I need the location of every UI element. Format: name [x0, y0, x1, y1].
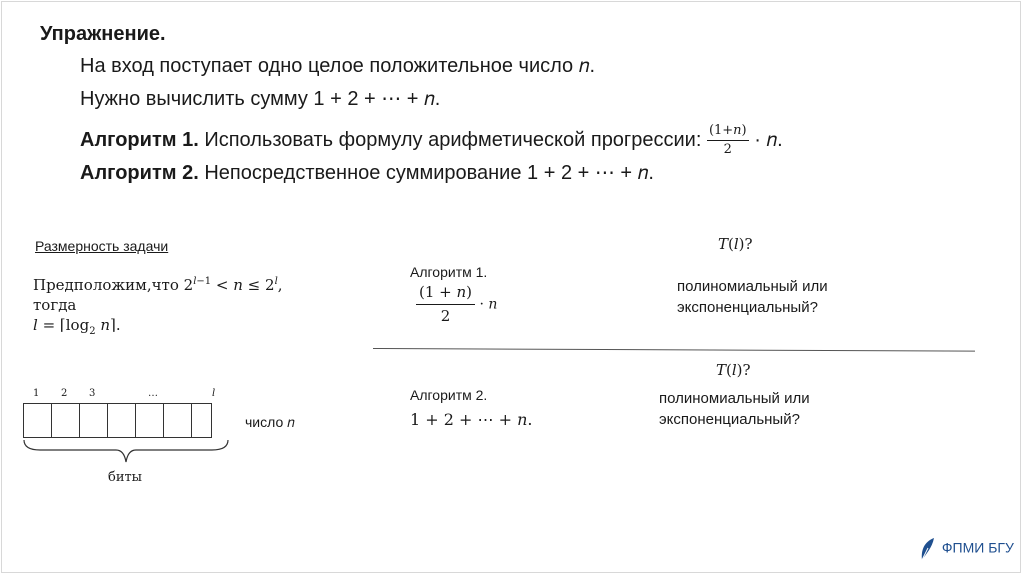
bit-cell [164, 404, 192, 437]
growth-question-2-line-1: полиномиальный или [659, 390, 810, 407]
fraction-denominator: 2 [440, 307, 451, 325]
bit-cell [80, 404, 108, 437]
bit-cell [24, 404, 52, 437]
algorithm-1-fraction [707, 124, 749, 157]
assumption-block [33, 272, 363, 342]
problem-size-heading: Размерность задачи [35, 238, 169, 254]
right-algorithm-2-formula: 1 + 2 + ⋯ + 𝑛. [410, 410, 533, 429]
bit-index-1: 1 [33, 388, 40, 399]
bit-cell [192, 404, 211, 437]
bits-label: биты [108, 470, 143, 485]
bit-cell [136, 404, 164, 437]
algorithm-1-label: Алгоритм 1. [80, 128, 199, 151]
algorithm-2-label: Алгоритм 2. [80, 162, 199, 184]
assumption-line-3: 𝑙 = $⌈\log_2$ 𝑛⌉. [33, 316, 121, 337]
growth-question-1-line-1: полиномиальный или [677, 278, 828, 295]
bit-index-2: 2 [61, 388, 68, 399]
right-algorithm-1-formula [416, 284, 497, 325]
growth-question-2-line-2: экспоненциальный? [659, 411, 800, 428]
complexity-question-1: 𝑇(𝑙)? [718, 235, 753, 253]
exercise-title: Упражнение. [40, 23, 166, 45]
bit-cells [23, 403, 212, 438]
algorithm-2-text: Непосредственное суммирование 1 + 2 + ⋯ + 𝑛. [204, 162, 654, 184]
right-algorithm-2-label: Алгоритм 2. [410, 387, 488, 403]
logo-text: ФПМИ БГУ [941, 539, 1014, 556]
growth-question-1-line-2: экспоненциальный? [677, 299, 818, 316]
assumption-line-1: Предположим,что $2^{𝑙-1}$ < 𝑛 ≤ $2^𝑙$, [33, 276, 283, 294]
growth-question-2 [659, 388, 810, 430]
fraction-numerator: (1+𝑛) [707, 124, 749, 141]
exercise-line-1: На вход поступает одно целое положительное число 𝑛. [80, 55, 596, 77]
algorithm-1-text: Использовать формулу арифметической прогрессии: [204, 128, 702, 151]
right-algorithm-1-tail: · 𝑛 [479, 296, 498, 313]
right-fraction [416, 284, 475, 325]
right-algorithm-1-label: Алгоритм 1. [410, 264, 488, 280]
growth-question-1 [677, 276, 828, 318]
brace-icon [20, 438, 235, 468]
number-label: число 𝑛 [245, 414, 295, 430]
algorithm-1-tail: · 𝑛. [754, 128, 783, 151]
bit-index-ellipsis: … [148, 388, 158, 399]
assumption-line-2: тогда [33, 296, 77, 314]
fraction-numerator: (1 + 𝑛) [416, 284, 475, 305]
fraction-denominator: 2 [723, 142, 732, 157]
bit-cell [108, 404, 136, 437]
bit-index-3: 3 [89, 388, 96, 399]
faculty-logo [918, 536, 1014, 562]
bit-index-l: 𝑙 [212, 388, 216, 399]
complexity-question-2: 𝑇(𝑙)? [716, 361, 751, 379]
bit-cell [52, 404, 80, 437]
algorithm-2-line [80, 160, 654, 185]
algorithm-1-line [80, 124, 783, 157]
exercise-line-2: Нужно вычислить сумму 1 + 2 + ⋯ + 𝑛. [80, 88, 441, 110]
feather-icon [918, 536, 938, 562]
